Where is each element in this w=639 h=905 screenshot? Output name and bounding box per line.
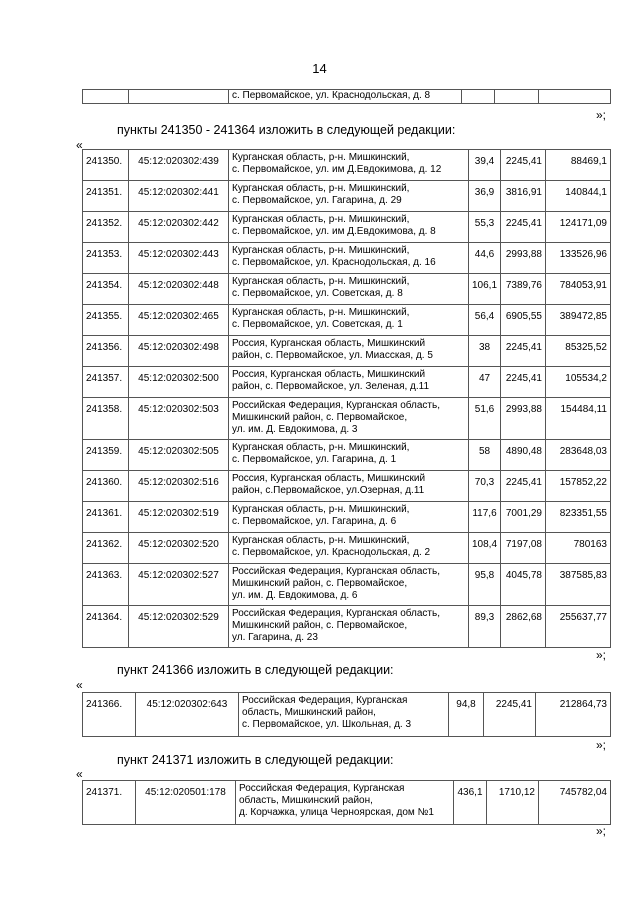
row-number: 241357. bbox=[83, 367, 129, 398]
address: Курганская область, р-н. Мишкинский, с. Первомайское, ул. им Д.Евдокимова, д. 8 bbox=[229, 212, 469, 243]
price: 2245,41 bbox=[484, 693, 536, 737]
price: 2862,68 bbox=[501, 606, 546, 648]
cadastral-number: 45:12:020302:498 bbox=[129, 336, 229, 367]
open-quote: « bbox=[76, 678, 83, 692]
table-row bbox=[83, 305, 611, 336]
area: 436,1 bbox=[454, 781, 487, 825]
value: 780163 bbox=[546, 533, 611, 564]
address: Курганская область, р-н. Мишкинский, с. Первомайское, ул. Гагарина, д. 1 bbox=[229, 440, 469, 471]
cadastral-number: 45:12:020302:519 bbox=[129, 502, 229, 533]
price bbox=[495, 90, 539, 104]
cadastral-number: 45:12:020501:178 bbox=[136, 781, 236, 825]
price: 2245,41 bbox=[501, 212, 546, 243]
area: 36,9 bbox=[469, 181, 501, 212]
section3-table bbox=[82, 780, 611, 825]
value: 85325,52 bbox=[546, 336, 611, 367]
value: 105534,2 bbox=[546, 367, 611, 398]
area: 44,6 bbox=[469, 243, 501, 274]
table-row bbox=[83, 398, 611, 440]
open-quote: « bbox=[76, 767, 83, 781]
row-number: 241366. bbox=[83, 693, 136, 737]
cadastral-number: 45:12:020302:465 bbox=[129, 305, 229, 336]
value: 784053,91 bbox=[546, 274, 611, 305]
price: 2993,88 bbox=[501, 243, 546, 274]
table-row bbox=[83, 440, 611, 471]
section2-table bbox=[82, 692, 611, 737]
table-row bbox=[83, 502, 611, 533]
table-row bbox=[83, 243, 611, 274]
area: 70,3 bbox=[469, 471, 501, 502]
area: 51,6 bbox=[469, 398, 501, 440]
cadastral-number: 45:12:020302:500 bbox=[129, 367, 229, 398]
section1-table bbox=[82, 149, 611, 648]
row-number: 241364. bbox=[83, 606, 129, 648]
table-row bbox=[83, 367, 611, 398]
value: 133526,96 bbox=[546, 243, 611, 274]
area: 56,4 bbox=[469, 305, 501, 336]
price: 6905,55 bbox=[501, 305, 546, 336]
table-row bbox=[83, 274, 611, 305]
address: Российская Федерация, Курганская область, Мишкинский район, с. Первомайское, ул. им. Д. Евдокимова, д. 3 bbox=[229, 398, 469, 440]
cadastral-number: 45:12:020302:529 bbox=[129, 606, 229, 648]
row-number: 241351. bbox=[83, 181, 129, 212]
table-row bbox=[83, 150, 611, 181]
value: 283648,03 bbox=[546, 440, 611, 471]
table-row bbox=[83, 693, 611, 737]
table-row bbox=[83, 606, 611, 648]
value: 255637,77 bbox=[546, 606, 611, 648]
cadastral-number: 45:12:020302:441 bbox=[129, 181, 229, 212]
address: с. Первомайское, ул. Краснодольская, д. 8 bbox=[229, 90, 462, 104]
address: Курганская область, р-н. Мишкинский, с. Первомайское, ул. Советская, д. 8 bbox=[229, 274, 469, 305]
area bbox=[462, 90, 495, 104]
address: Россия, Курганская область, Мишкинский район, с. Первомайское, ул. Миасская, д. 5 bbox=[229, 336, 469, 367]
value bbox=[539, 90, 611, 104]
cadastral-number: 45:12:020302:520 bbox=[129, 533, 229, 564]
address: Российская Федерация, Курганская область, Мишкинский район, с. Первомайское, ул. Школьная, д. 3 bbox=[239, 693, 449, 737]
row-number: 241361. bbox=[83, 502, 129, 533]
table-row bbox=[83, 781, 611, 825]
area: 89,3 bbox=[469, 606, 501, 648]
row-number: 241363. bbox=[83, 564, 129, 606]
area: 39,4 bbox=[469, 150, 501, 181]
price: 2245,41 bbox=[501, 336, 546, 367]
row-number: 241356. bbox=[83, 336, 129, 367]
price: 2245,41 bbox=[501, 367, 546, 398]
price: 4890,48 bbox=[501, 440, 546, 471]
row-number: 241355. bbox=[83, 305, 129, 336]
price: 7389,76 bbox=[501, 274, 546, 305]
value: 154484,11 bbox=[546, 398, 611, 440]
close-quote: »; bbox=[596, 738, 607, 752]
row-number: 241352. bbox=[83, 212, 129, 243]
close-quote: »; bbox=[596, 824, 607, 838]
row-number: 241360. bbox=[83, 471, 129, 502]
top-table bbox=[82, 89, 611, 104]
address: Курганская область, р-н. Мишкинский, с. Первомайское, ул. Советская, д. 1 bbox=[229, 305, 469, 336]
value: 212864,73 bbox=[536, 693, 611, 737]
area: 55,3 bbox=[469, 212, 501, 243]
area: 38 bbox=[469, 336, 501, 367]
address: Курганская область, р-н. Мишкинский, с. Первомайское, ул. Краснодольская, д. 16 bbox=[229, 243, 469, 274]
row-number bbox=[83, 90, 129, 104]
price: 2245,41 bbox=[501, 150, 546, 181]
table-row bbox=[83, 336, 611, 367]
cadastral-number: 45:12:020302:643 bbox=[136, 693, 239, 737]
open-quote: « bbox=[76, 138, 83, 152]
section1-heading: пункты 241350 - 241364 изложить в следующей редакции: bbox=[117, 123, 456, 137]
cadastral-number: 45:12:020302:439 bbox=[129, 150, 229, 181]
address: Россия, Курганская область, Мишкинский район, с.Первомайское, ул.Озерная, д.11 bbox=[229, 471, 469, 502]
area: 47 bbox=[469, 367, 501, 398]
close-quote: »; bbox=[596, 108, 607, 122]
area: 94,8 bbox=[449, 693, 484, 737]
address: Российская Федерация, Курганская область, Мишкинский район, с. Первомайское, ул. им. Д. Евдокимова, д. 6 bbox=[229, 564, 469, 606]
row-number: 241354. bbox=[83, 274, 129, 305]
cadastral-number: 45:12:020302:503 bbox=[129, 398, 229, 440]
section2-heading: пункт 241366 изложить в следующей редакции: bbox=[117, 663, 394, 677]
cadastral-number: 45:12:020302:505 bbox=[129, 440, 229, 471]
price: 7197,08 bbox=[501, 533, 546, 564]
close-quote: »; bbox=[596, 648, 607, 662]
row-number: 241353. bbox=[83, 243, 129, 274]
value: 823351,55 bbox=[546, 502, 611, 533]
row-number: 241362. bbox=[83, 533, 129, 564]
address: Россия, Курганская область, Мишкинский район, с. Первомайское, ул. Зеленая, д.11 bbox=[229, 367, 469, 398]
area: 117,6 bbox=[469, 502, 501, 533]
cadastral-number bbox=[129, 90, 229, 104]
address: Курганская область, р-н. Мишкинский, с. Первомайское, ул. Гагарина, д. 6 bbox=[229, 502, 469, 533]
value: 140844,1 bbox=[546, 181, 611, 212]
table-row bbox=[83, 533, 611, 564]
value: 157852,22 bbox=[546, 471, 611, 502]
section3-heading: пункт 241371 изложить в следующей редакции: bbox=[117, 753, 394, 767]
address: Российская Федерация, Курганская область, Мишкинский район, с. Первомайское, ул. Гагарина, д. 23 bbox=[229, 606, 469, 648]
cadastral-number: 45:12:020302:442 bbox=[129, 212, 229, 243]
value: 124171,09 bbox=[546, 212, 611, 243]
cadastral-number: 45:12:020302:443 bbox=[129, 243, 229, 274]
address: Курганская область, р-н. Мишкинский, с. Первомайское, ул. Краснодольская, д. 2 bbox=[229, 533, 469, 564]
table-row bbox=[83, 212, 611, 243]
address: Курганская область, р-н. Мишкинский, с. Первомайское, ул. Гагарина, д. 29 bbox=[229, 181, 469, 212]
price: 2245,41 bbox=[501, 471, 546, 502]
area: 58 bbox=[469, 440, 501, 471]
price: 4045,78 bbox=[501, 564, 546, 606]
address: Российская Федерация, Курганская область, Мишкинский район, д. Корчажка, улица Черноярская, дом №1 bbox=[236, 781, 454, 825]
area: 108,4 bbox=[469, 533, 501, 564]
row-number: 241350. bbox=[83, 150, 129, 181]
value: 387585,83 bbox=[546, 564, 611, 606]
cadastral-number: 45:12:020302:527 bbox=[129, 564, 229, 606]
price: 1710,12 bbox=[487, 781, 539, 825]
price: 2993,88 bbox=[501, 398, 546, 440]
table-row bbox=[83, 90, 611, 104]
row-number: 241371. bbox=[83, 781, 136, 825]
price: 3816,91 bbox=[501, 181, 546, 212]
cadastral-number: 45:12:020302:516 bbox=[129, 471, 229, 502]
table-row bbox=[83, 564, 611, 606]
value: 745782,04 bbox=[539, 781, 611, 825]
cadastral-number: 45:12:020302:448 bbox=[129, 274, 229, 305]
table-row bbox=[83, 181, 611, 212]
area: 106,1 bbox=[469, 274, 501, 305]
table-row bbox=[83, 471, 611, 502]
price: 7001,29 bbox=[501, 502, 546, 533]
value: 389472,85 bbox=[546, 305, 611, 336]
area: 95,8 bbox=[469, 564, 501, 606]
row-number: 241359. bbox=[83, 440, 129, 471]
row-number: 241358. bbox=[83, 398, 129, 440]
value: 88469,1 bbox=[546, 150, 611, 181]
address: Курганская область, р-н. Мишкинский, с. Первомайское, ул. им Д.Евдокимова, д. 12 bbox=[229, 150, 469, 181]
page-number: 14 bbox=[312, 61, 327, 76]
